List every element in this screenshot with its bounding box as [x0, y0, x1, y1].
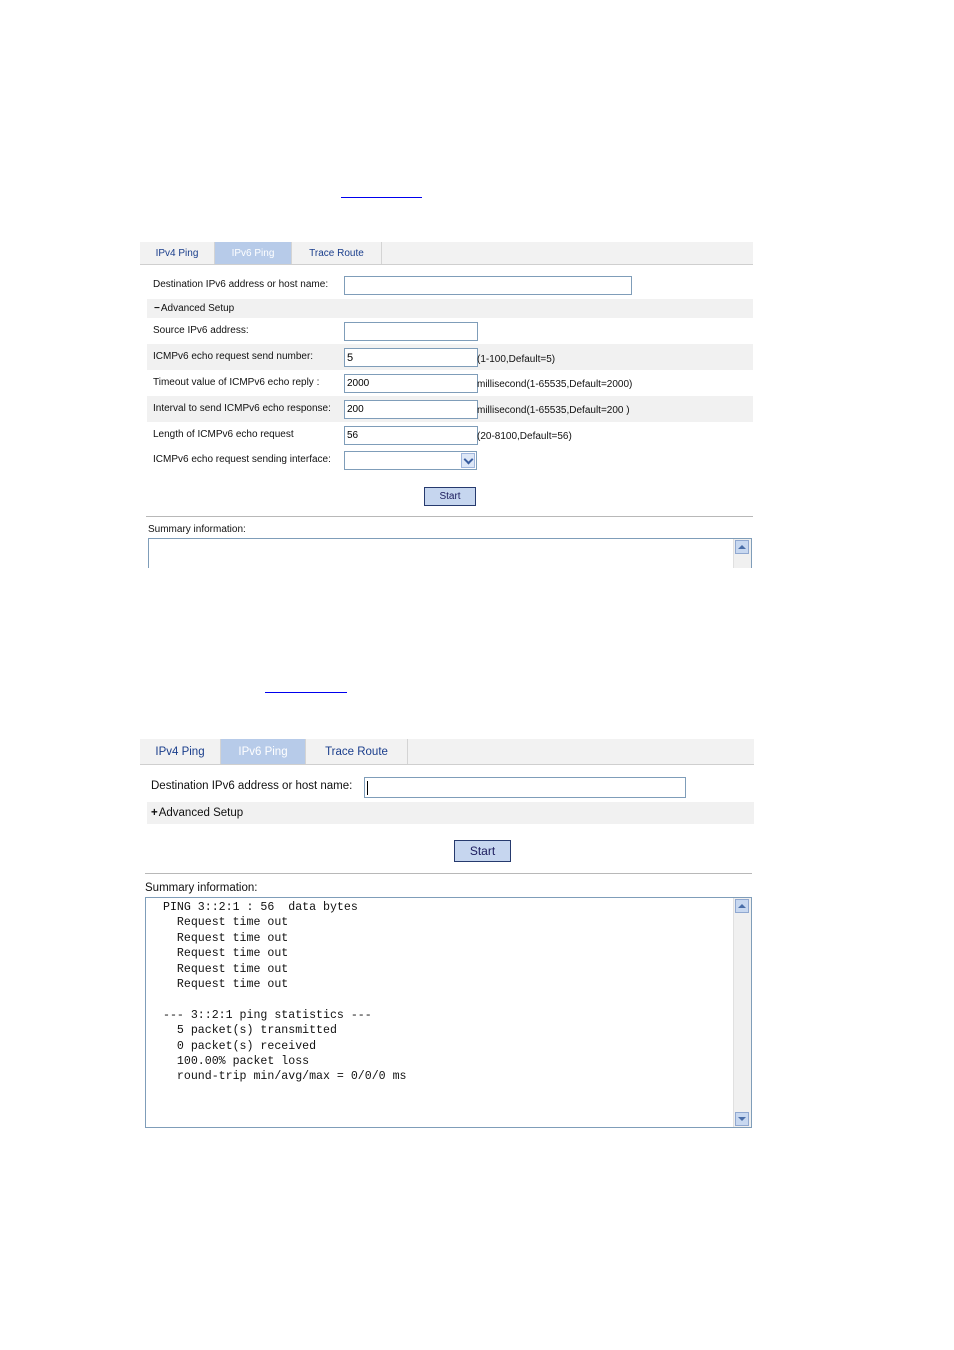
source-address-input[interactable]	[344, 322, 478, 341]
timeout-hint: millisecond(1-65535,Default=2000)	[477, 379, 633, 390]
interval-label: Interval to send ICMPv6 echo response:	[153, 403, 331, 414]
tab-trace-route[interactable]: Trace Route	[292, 242, 382, 264]
advanced-setup-toggle[interactable]	[154, 299, 234, 318]
scrollbar[interactable]	[733, 539, 751, 568]
tab-ipv6-ping[interactable]: IPv6 Ping	[215, 242, 292, 264]
summary-label: Summary information:	[148, 524, 246, 535]
advanced-setup-label: Advanced Setup	[160, 303, 235, 314]
destination-label: Destination IPv6 address or host name:	[153, 279, 329, 290]
expand-icon: +	[151, 807, 158, 819]
figure-reference-link[interactable]	[341, 197, 422, 198]
summary-output-box[interactable]	[148, 538, 752, 568]
ping-output-text: PING 3::2:1 : 56 data bytes Request time out Request time out Request time out Request time out Request time out --- 3::2:1 ping statistics --- 5 packet(s) transmitted 0 packet(s) received 100.00% packet loss round-trip min/avg/max = 0/0/0 ms	[163, 901, 407, 1084]
timeout-label: Timeout value of ICMPv6 echo reply :	[153, 377, 320, 388]
interface-select[interactable]	[344, 451, 477, 470]
arrow-up-icon	[738, 904, 746, 908]
advanced-setup-row	[147, 299, 753, 318]
advanced-setup-label: Advanced Setup	[158, 807, 244, 819]
interval-input[interactable]: 200	[344, 400, 478, 419]
length-input[interactable]: 56	[344, 426, 478, 445]
scroll-down-button[interactable]	[735, 1112, 749, 1126]
length-label: Length of ICMPv6 echo request	[153, 429, 294, 440]
scroll-up-button[interactable]	[735, 899, 749, 913]
destination-label: Destination IPv6 address or host name:	[151, 780, 353, 792]
summary-output-box[interactable]	[145, 897, 752, 1128]
arrow-up-icon	[738, 545, 746, 549]
tab-trace-route[interactable]: Trace Route	[306, 739, 408, 764]
scroll-up-button[interactable]	[735, 540, 749, 554]
interval-hint: millisecond(1-65535,Default=200 )	[477, 405, 630, 416]
tab-ipv4-ping[interactable]: IPv4 Ping	[140, 739, 221, 764]
destination-input[interactable]	[364, 777, 686, 798]
destination-input[interactable]	[344, 276, 632, 295]
advanced-setup-toggle[interactable]	[151, 802, 243, 824]
divider	[145, 873, 752, 874]
arrow-down-icon	[738, 1117, 746, 1121]
source-address-label: Source IPv6 address:	[153, 325, 249, 336]
tab-ipv4-ping[interactable]: IPv4 Ping	[140, 242, 215, 264]
send-number-hint: (1-100,Default=5)	[477, 354, 556, 365]
divider	[146, 516, 753, 517]
start-button[interactable]: Start	[454, 840, 511, 862]
timeout-input[interactable]: 2000	[344, 374, 478, 393]
tab-bar	[140, 242, 753, 265]
collapse-icon: −	[154, 303, 160, 314]
ipv6-ping-panel-expanded	[140, 242, 753, 564]
tab-ipv6-ping[interactable]: IPv6 Ping	[221, 739, 306, 764]
tab-bar	[140, 739, 754, 765]
scrollbar[interactable]	[733, 898, 751, 1127]
send-number-label: ICMPv6 echo request send number:	[153, 351, 314, 362]
text-cursor	[367, 781, 368, 795]
interface-label: ICMPv6 echo request sending interface:	[153, 454, 331, 465]
send-number-input[interactable]: 5	[344, 348, 478, 367]
chevron-down-icon[interactable]	[461, 453, 475, 468]
start-button[interactable]: Start	[424, 487, 476, 506]
ipv6-ping-panel-results	[140, 739, 754, 1129]
length-hint: (20-8100,Default=56)	[477, 431, 572, 442]
figure-reference-link[interactable]	[265, 692, 347, 693]
summary-label: Summary information:	[145, 882, 258, 894]
